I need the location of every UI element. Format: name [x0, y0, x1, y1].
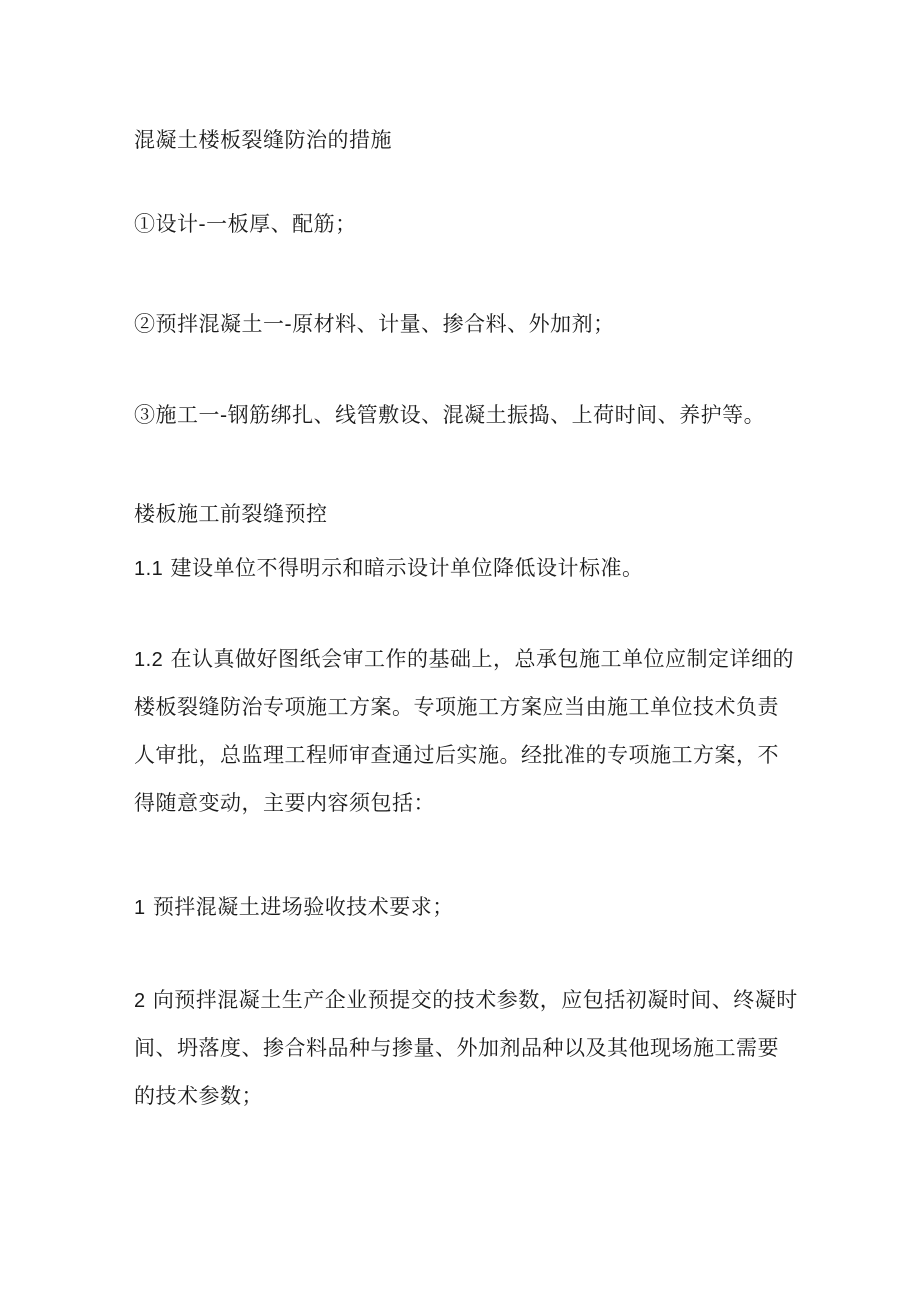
paragraph-1-2-line-4: 得随意变动，主要内容须包括：: [134, 791, 435, 815]
paragraph-1-1: [134, 558, 644, 580]
item-ready-mix: ②预拌混凝土一-原材料、计量、掺合料、外加剂；: [134, 312, 615, 336]
list-number: 2: [134, 990, 146, 1012]
list-text: 向预拌混凝土生产企业预提交的技术参数，应包括初凝时间、终凝时: [152, 988, 798, 1012]
paragraph-number: 1.1: [134, 558, 164, 580]
paragraph-1-2-line-2: 楼板裂缝防治专项施工方案。专项施工方案应当由施工单位技术负责: [134, 695, 779, 719]
paragraph-number: 1.2: [134, 649, 164, 671]
list-text: 预拌混凝土进场验收技术要求；: [152, 895, 454, 919]
paragraph-1-2-line-1: [134, 649, 794, 671]
list-item-2-line-2: 间、坍落度、掺合料品种与掺量、外加剂品种以及其他现场施工需要: [134, 1036, 779, 1060]
list-number: 1: [134, 897, 146, 919]
item-construction: ③施工一-钢筋绑扎、线管敷设、混凝土振捣、上荷时间、养护等。: [134, 403, 766, 427]
paragraph-text: 在认真做好图纸会审工作的基础上，总承包施工单位应制定详细的: [170, 647, 794, 671]
section-heading: 楼板施工前裂缝预控: [134, 502, 328, 526]
paragraph-1-2-line-3: 人审批，总监理工程师审查通过后实施。经批准的专项施工方案，不: [134, 743, 779, 767]
document-title: 混凝土楼板裂缝防治的措施: [134, 128, 392, 152]
item-design: ①设计-一板厚、配筋；: [134, 212, 357, 236]
list-item-2-line-1: [134, 990, 798, 1012]
paragraph-text: 建设单位不得明示和暗示设计单位降低设计标准。: [170, 556, 644, 580]
list-item-2-line-3: 的技术参数；: [134, 1084, 263, 1108]
list-item-1: [134, 897, 454, 919]
